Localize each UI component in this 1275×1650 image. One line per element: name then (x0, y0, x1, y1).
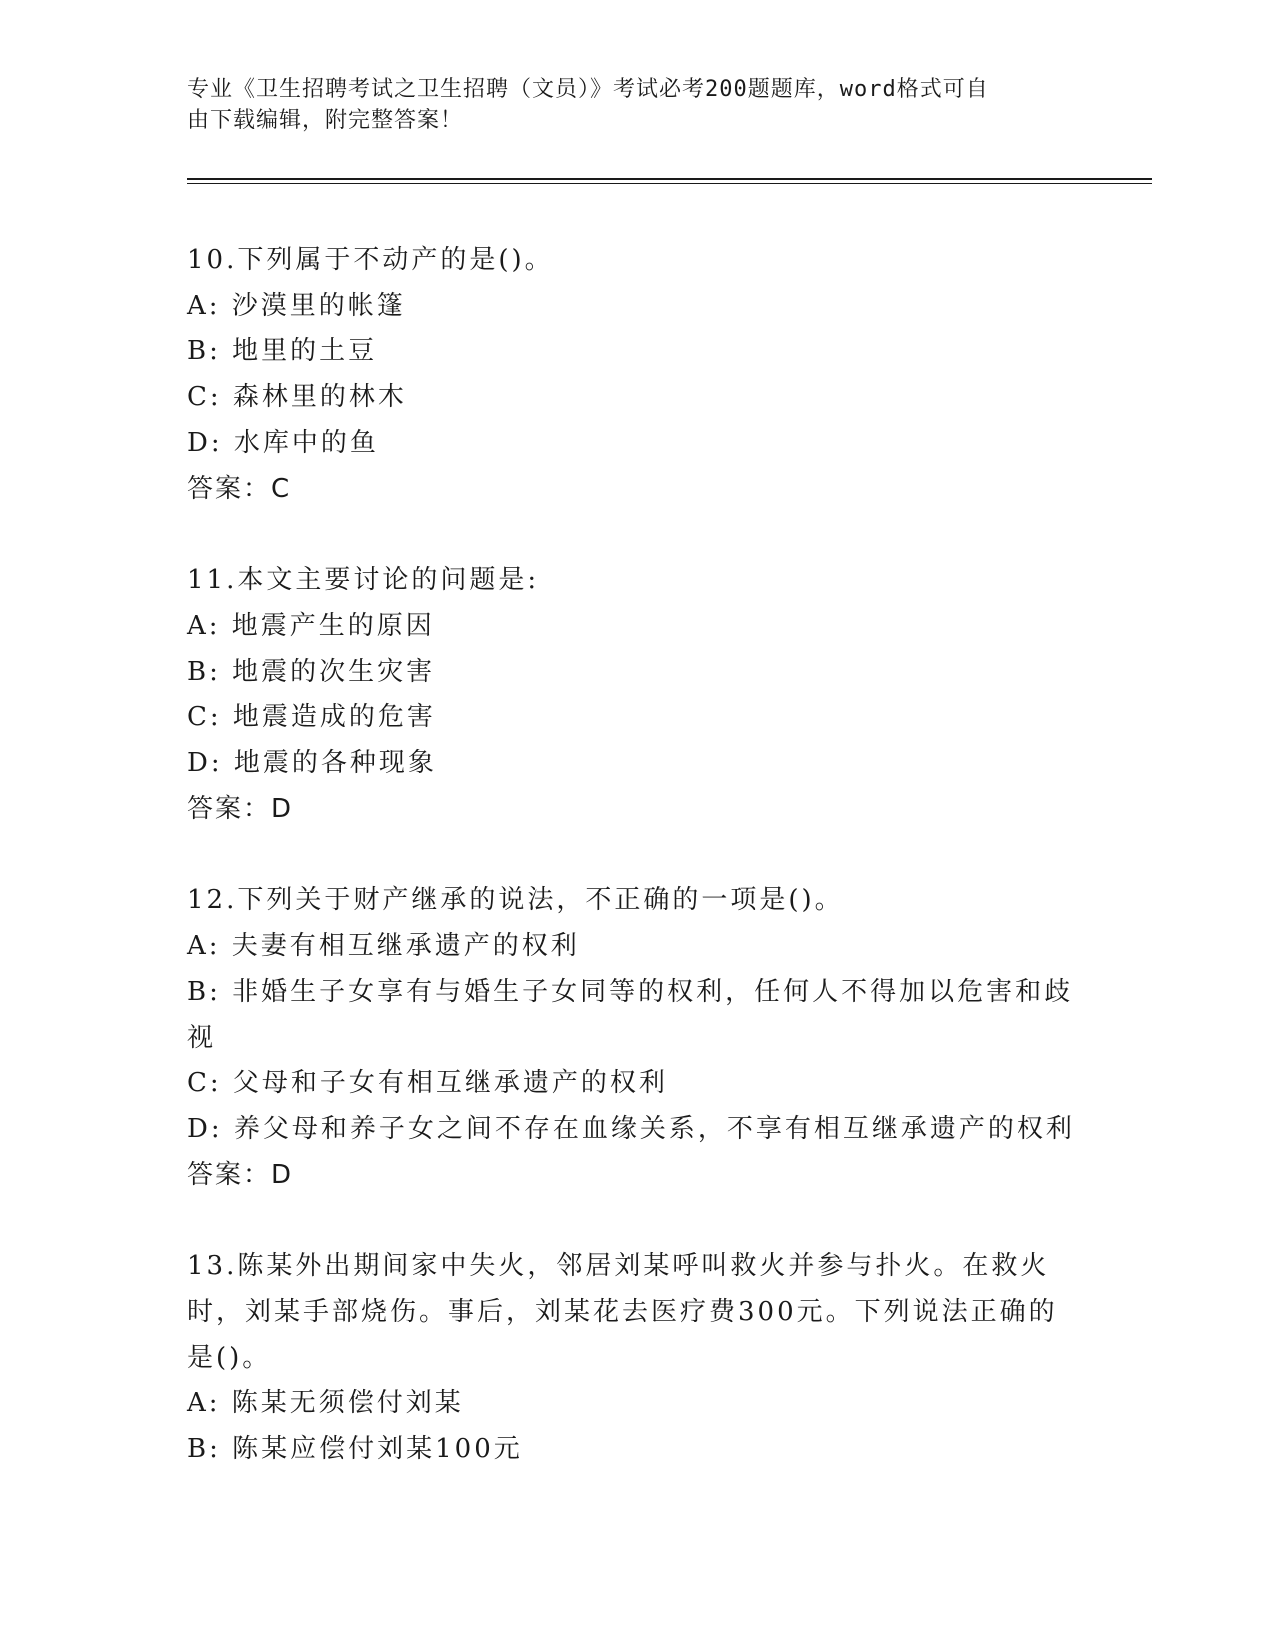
question-10 (187, 238, 1077, 512)
question-stem: 10.下列属于不动产的是()。 (187, 245, 554, 275)
question-12 (187, 878, 1077, 1198)
document-header (187, 74, 1067, 136)
header-divider-thin (187, 183, 1152, 184)
answer-label: 答案：D (187, 1159, 294, 1190)
option-c: C: 地震造成的危害 (187, 702, 436, 733)
question-11 (187, 558, 1077, 832)
option-d: D: 地震的各种现象 (187, 748, 437, 779)
option-c: C: 森林里的林木 (187, 382, 407, 413)
question-stem: 12.下列关于财产继承的说法，不正确的一项是()。 (187, 885, 844, 916)
question-stem: 13.陈某外出期间家中失火，邻居刘某呼叫救火并参与扑火。在救火时，刘某手部烧伤。事后，刘某花去医疗费300元。下列说法正确的是()。 (187, 1251, 1058, 1373)
question-list (187, 238, 1077, 1519)
answer-label: 答案：C (187, 473, 292, 504)
option-a: A: 陈某无须偿付刘某 (187, 1388, 464, 1419)
option-d: D: 水库中的鱼 (187, 427, 379, 458)
option-b: B: 地里的土豆 (187, 336, 378, 367)
option-a: A: 地震产生的原因 (187, 610, 435, 641)
question-13 (187, 1244, 1077, 1473)
header-line-1: 专业《卫生招聘考试之卫生招聘（文员）》考试必考200题题库，word格式可自 (187, 77, 989, 102)
option-b: B: 地震的次生灾害 (187, 656, 436, 687)
option-c: C: 父母和子女有相互继承遗产的权利 (187, 1068, 668, 1099)
header-divider-thick (187, 178, 1152, 180)
option-a: A: 沙漠里的帐篷 (187, 290, 406, 321)
question-stem: 11.本文主要讨论的问题是: (187, 565, 540, 596)
header-line-2: 由下载编辑，附完整答案！ (187, 108, 464, 133)
option-a: A: 夫妻有相互继承遗产的权利 (187, 931, 580, 962)
option-b: B: 非婚生子女享有与婚生子女同等的权利，任何人不得加以危害和歧视 (187, 976, 1074, 1053)
option-b: B: 陈某应偿付刘某100元 (187, 1434, 523, 1465)
answer-label: 答案：D (187, 793, 294, 824)
option-d: D: 养父母和养子女之间不存在血缘关系，不享有相互继承遗产的权利 (187, 1113, 1075, 1144)
